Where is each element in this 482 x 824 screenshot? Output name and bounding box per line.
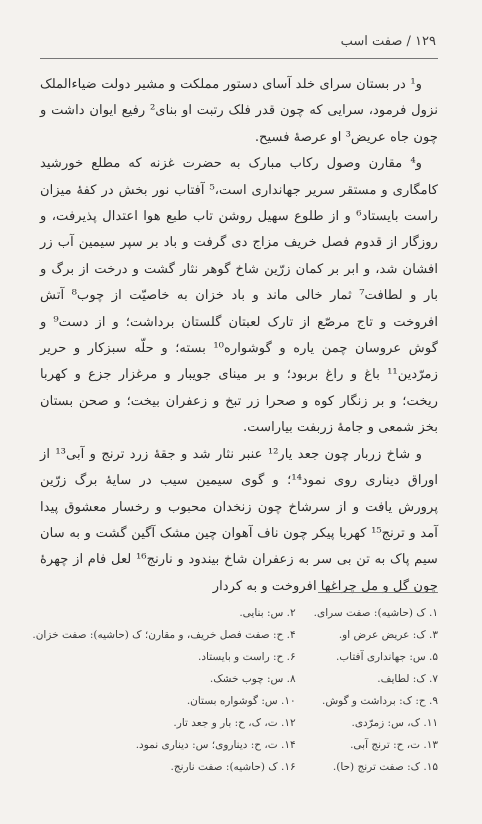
main-text xyxy=(40,72,438,600)
paragraph: و⁴ مقارن وصول رکاب مبارک به حضرت غزنه که مطلع خورشید کامگاری و مستقر سریر جهانداری است،⁵ آفتاب نور بخش در کفهٔ میزان راست بایستاد⁶ و از طلوع سهیل روشن تاب طبع هوا اعتدال پذیرفت، و روزگار از قدوم فصل خریف مزاج دی گرفت و باد بر سپر سیمین آب زر افشان شد، و ابر بر کمان زرّین شاخ گوهر نثار گشت و درخت از برگ و بار و لطافت⁷ ثمار خالی ماند و باد خزان به خاصیّت از چوب⁸ آتش افروخت و تاج مرصّع از تارک لعبتان گلستان برداشت؛ و از دست⁹ و گوش عروسان چمن یاره و گوشواره¹⁰ بسته؛ و حلّه سبزکار و حریر زمرّدین¹¹ باغ و راغ بربود؛ و بر مینای جویبار و مرغزار جزع و کهربا ریخت؛ و بر زنگار کوه و صحرا زر تبخ و زعفران بیخت؛ و صحن بستان بخز شمعی و جامهٔ زربفت بیاراست. xyxy=(40,156,439,436)
footnote: ۵. س: جهانداری آفتاب. xyxy=(335,651,438,663)
footnote: ۱۴. ت، ح: دیناروی؛ س: دیناری نمود. xyxy=(135,739,296,751)
footnote: ۹. ح: ک: برداشت و گوش. xyxy=(322,695,438,707)
footnote: ۱۰. س: گوشواره بستان. xyxy=(186,695,296,707)
footnote: ۳. ک: عریض عرض او. xyxy=(338,629,438,641)
footnote: ۱۵. ک: صفت ترنج (حا). xyxy=(332,761,438,773)
footnote: ۲. س: بنایی. xyxy=(239,607,296,619)
footnote: ۸. س: چوب خشک. xyxy=(209,673,296,685)
footnotes xyxy=(32,602,438,778)
footnote: ۱۶. ک (حاشیه): صفت نارنج. xyxy=(170,761,296,773)
header-rule xyxy=(40,58,438,59)
footnote: ۱۳. ت، ح: ترنج آبی. xyxy=(350,739,438,751)
running-head: ۱۲۹ / صفت اسب xyxy=(340,34,436,49)
footnote: ۱۲. ت، ک، ح: بار و جعد تار. xyxy=(173,717,296,729)
paragraph: و¹ در بستان سرای خلد آسای دستور مملکت و مشیر دولت ضیاءالملک نزول فرمود، سرایی که چون قدر فلک رتبت او بنای² رفیع ایوان داشت و چون جاه عریض³ او عرصهٔ فسیح. xyxy=(40,77,439,145)
footnote-rule xyxy=(318,592,438,593)
footnote: ۱۱. ک، س: زمرّدی. xyxy=(351,717,438,729)
footnote: ۴. ح: صفت فصل خریف، و مقارن؛ ک (حاشیه): صفت خزان. xyxy=(32,629,296,641)
footnote: ۶. ح: راست و بایستاد. xyxy=(198,651,296,663)
paragraph: و شاخ زربار چون جعد یار¹² عنبر نثار شد و جقهٔ زرد ترنج و آبی¹³ از اوراق دیناری روی نمود¹⁴؛ و گوی سیمین سیب در سایهٔ برگ زرّین پرورش یافت و از سرشاخ چون زنخدان محبوب و رخسار معشوق پیدا آمد و ترنج¹⁵ کهربا پیکر چون ناف آهوان چین مشک آگین گشت و به سان سیم پاک به تن بی سر به زعفران شاخ بیندود و نارنج¹⁶ لعل فام از چهرهٔ چون گل و مل چراغها افروخت و به کردار xyxy=(40,446,438,594)
footnote: ۱. ک (حاشیه): صفت سرای. xyxy=(313,607,438,619)
footnote: ۷. ک: لطایف. xyxy=(377,673,438,685)
